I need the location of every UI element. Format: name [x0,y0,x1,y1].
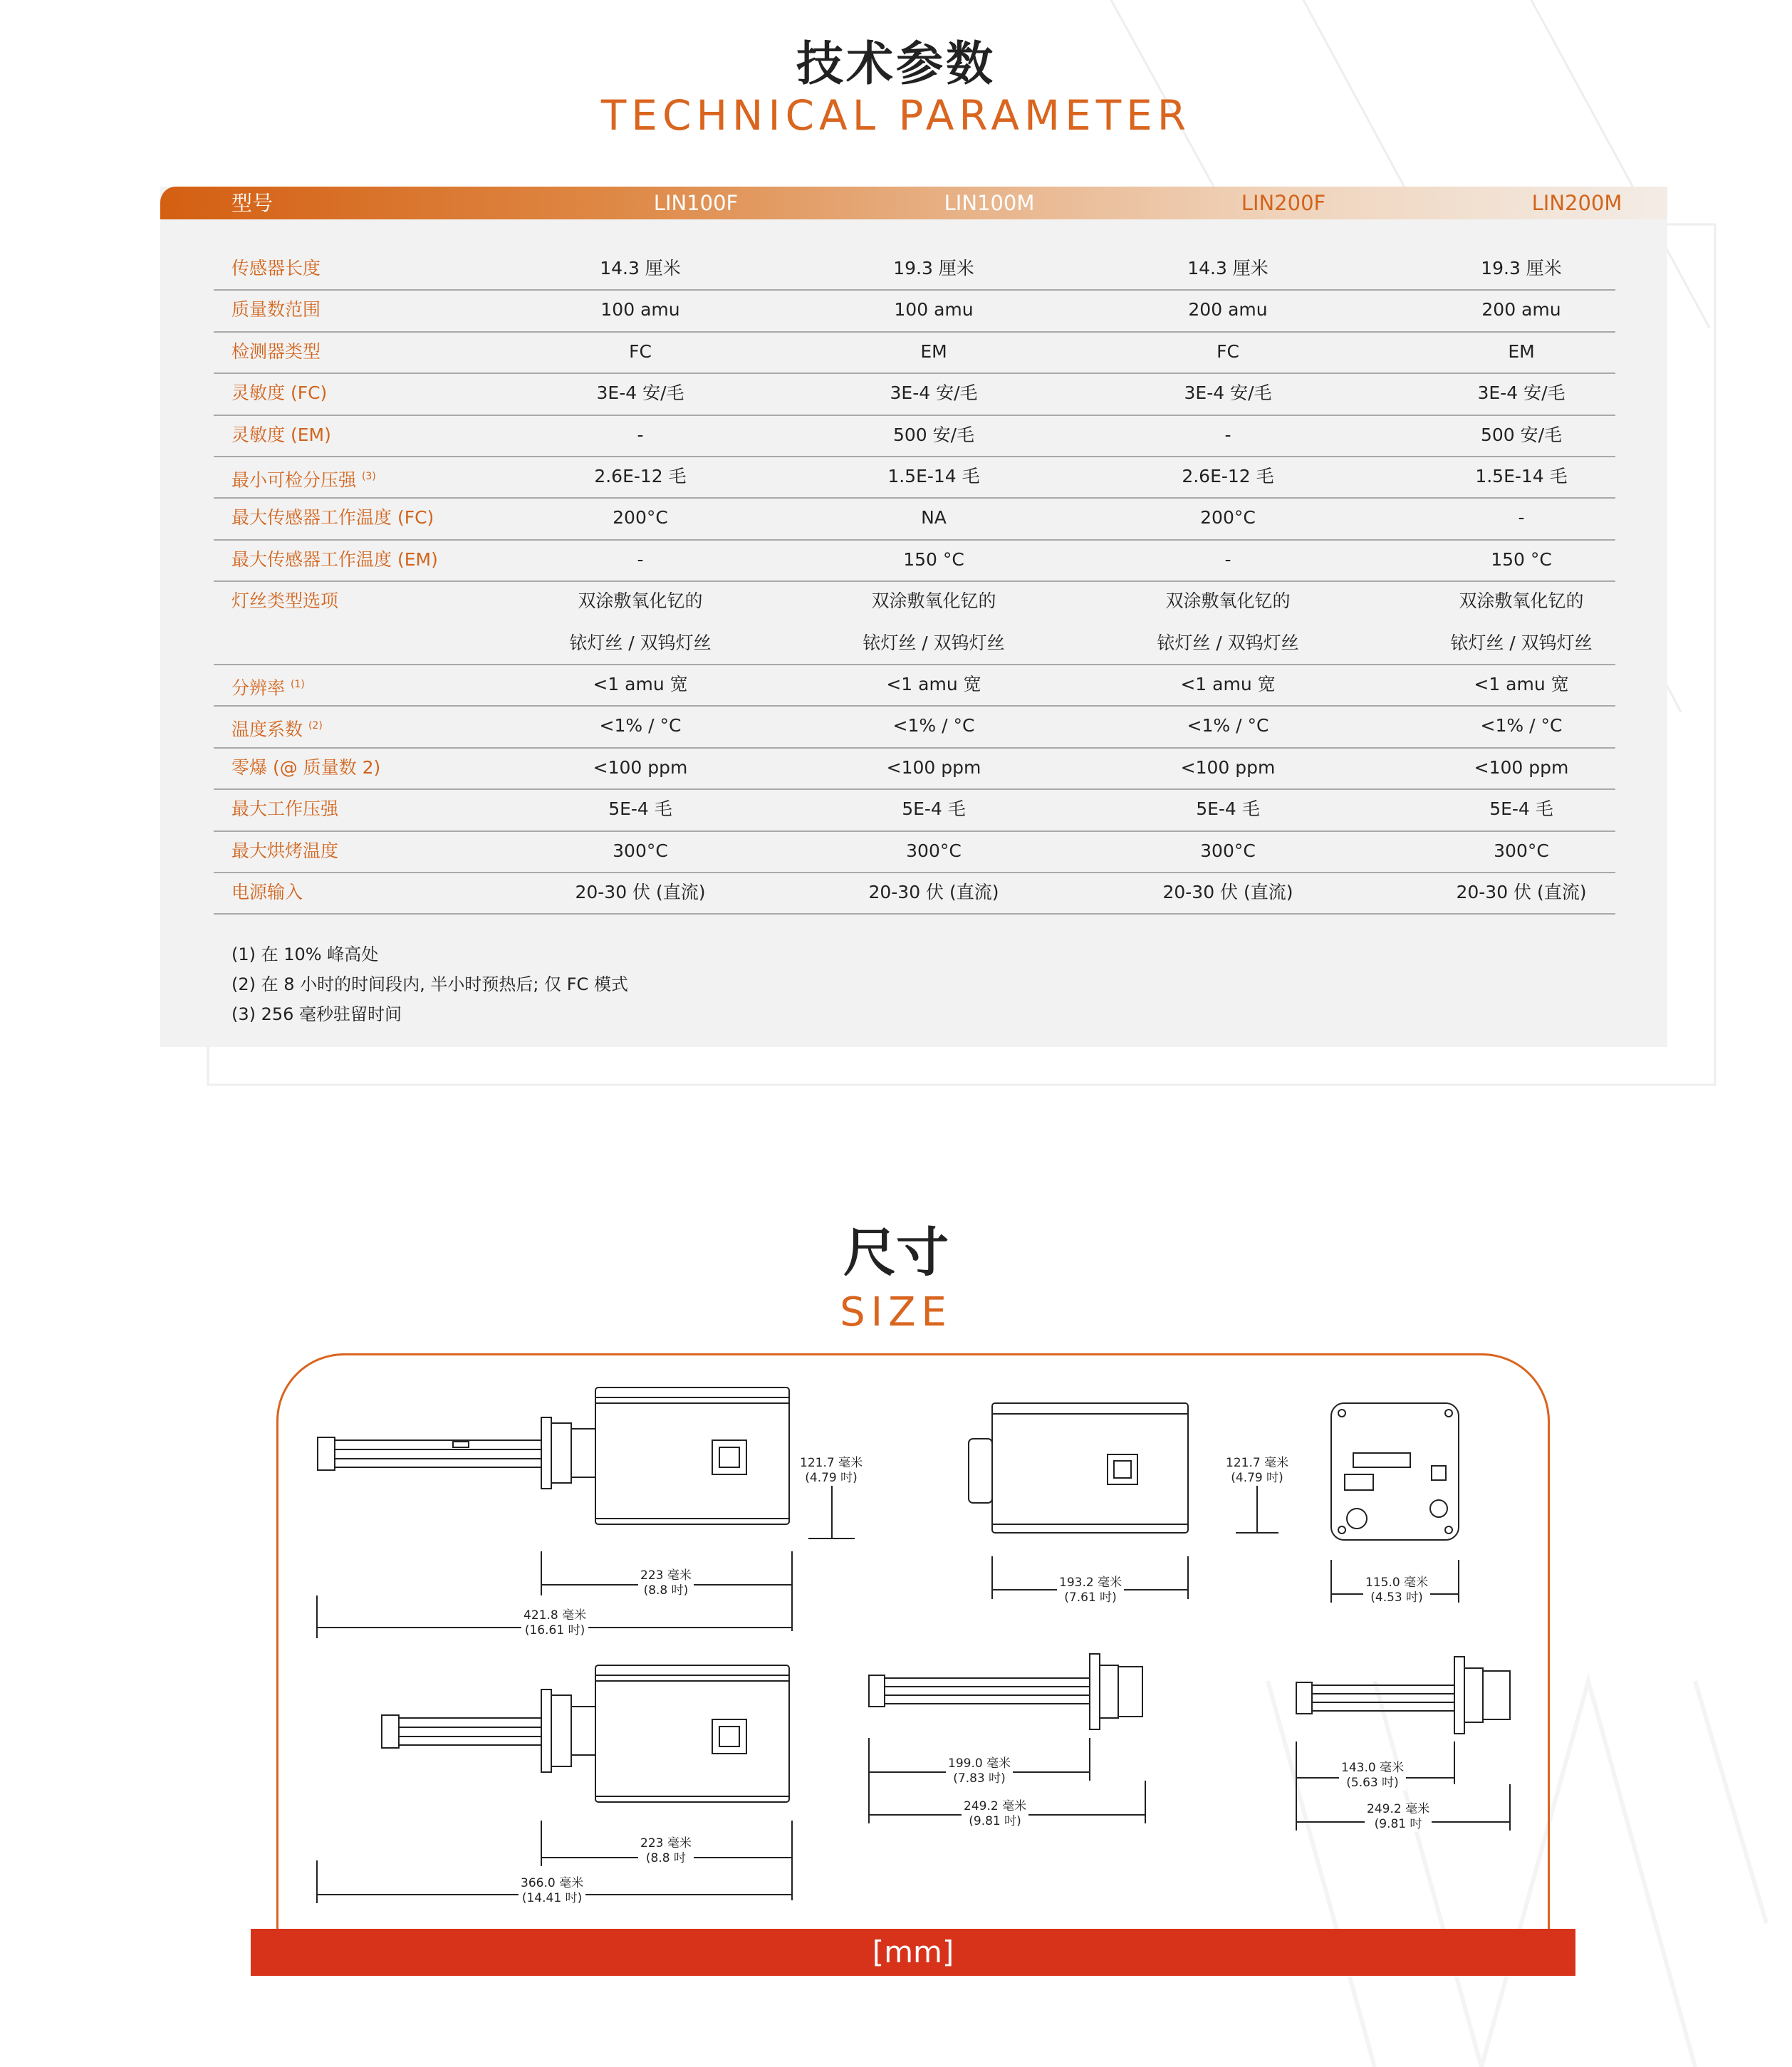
row-value: 5E-4 毛 [1489,798,1553,820]
row-value: 500 安/毛 [892,424,975,445]
row-value: 300°C [613,840,668,861]
header-label: 型号 [231,191,274,215]
row-label: 最大工作压强 [231,798,339,820]
row-value-line2: 铱灯丝 / 双钨灯丝 [1450,632,1593,653]
drawing-probe-long [869,1654,1145,1823]
row-value: <1 amu 宽 [1474,674,1569,694]
dim-total-a: 421.8 毫米 (16.61 吋) [521,1608,588,1638]
dim-probe-short-total: 249.2 毫米 (9.81 吋 [1365,1802,1432,1832]
row-label: 检测器类型 [231,340,321,362]
section-title-cn: 技术参数 [796,36,996,91]
row-value: <100 ppm [886,756,981,778]
row-value: FC [1217,340,1239,362]
row-value: <100 ppm [593,756,688,778]
row-value: 100 amu [894,299,974,321]
drawing-side-short [317,1665,792,1903]
row-value: 19.3 厘米 [1481,258,1562,278]
row-label: 灯丝类型选项 [231,590,339,612]
row-label: 质量数范围 [231,299,321,321]
row-value: <1 amu 宽 [593,674,688,694]
row-value: - [1224,548,1231,570]
row-value: 3E-4 安/毛 [1184,382,1272,404]
row-value: 5E-4 毛 [608,798,672,820]
row-value: <1% / °C [1480,715,1563,736]
footnote-2: (2) 在 8 小时的时间段内, 半小时预热后; 仅 FC 模式 [231,974,628,994]
row-label: 电源输入 [231,882,303,902]
size-title-en: SIZE [840,1289,952,1336]
row-value: 200°C [613,507,668,529]
row-value: EM [920,340,947,362]
dim-height-a: 121.7 毫米 (4.79 吋) [798,1456,865,1486]
row-label: 灵敏度 (EM) [231,424,331,445]
row-value: <1% / °C [892,715,975,736]
footnote-1: (1) 在 10% 峰高处 [231,944,379,964]
row-value: 150 °C [1491,548,1552,570]
dim-total-b: 366.0 毫米 (14.41 吋) [519,1876,585,1906]
drawing-side-body [969,1403,1278,1599]
row-value: 双涂敷氧化钇的 [871,590,996,612]
row-value: FC [629,340,652,362]
header-model-1: LIN100F [653,191,739,215]
row-value: 150 °C [903,548,964,570]
row-value: 20-30 伏 (直流) [575,882,706,902]
row-value: 2.6E-12 毛 [1182,466,1274,486]
row-value: 300°C [1200,840,1256,861]
row-label: 最大烘烤温度 [231,840,339,861]
header-model-4: LIN200M [1531,191,1622,215]
row-value: 3E-4 安/毛 [1477,382,1566,404]
row-label: 最大传感器工作温度 (EM) [231,548,438,570]
row-label: 灵敏度 (FC) [231,382,328,404]
row-value: <100 ppm [1474,756,1569,778]
row-value: - [637,424,644,445]
dim-width-side: 193.2 毫米 (7.61 吋) [1057,1576,1124,1605]
drawing-rear [1331,1403,1459,1603]
row-value: EM [1508,340,1535,362]
row-value: 100 amu [600,299,680,321]
row-value: 1.5E-14 毛 [1475,466,1568,486]
row-value: 300°C [906,840,962,861]
row-value: 双涂敷氧化钇的 [1459,590,1584,612]
row-value: - [637,548,644,570]
dim-width-back: 115.0 毫米 (4.53 吋) [1363,1576,1430,1605]
row-value: 3E-4 安/毛 [890,382,978,404]
row-value: 双涂敷氧化钇的 [578,590,703,612]
row-value-line2: 铱灯丝 / 双钨灯丝 [569,632,712,653]
row-value: 500 安/毛 [1480,424,1563,445]
row-label: 温度系数 $^{(2)}$ [231,719,323,740]
row-value: 14.3 厘米 [600,258,681,278]
row-value: <1% / °C [1187,715,1269,736]
row-value: 5E-4 毛 [1196,798,1260,820]
row-label: 最大传感器工作温度 (FC) [231,507,434,529]
row-value: 14.3 厘米 [1187,258,1269,278]
row-value: 20-30 伏 (直流) [1162,882,1293,902]
dim-probe-long-total: 249.2 毫米 (9.81 吋) [962,1799,1028,1829]
row-label: 分辨率 $^{(1)}$ [231,677,305,699]
dim-body-b: 223 毫米 (8.8 吋 [638,1836,694,1866]
drawing-side-long [317,1387,855,1638]
row-value: 200 amu [1188,299,1268,321]
row-value: 200 amu [1481,299,1561,321]
size-title-cn: 尺寸 [843,1222,949,1284]
unit-bar: [mm] [251,1929,1575,1976]
row-value: 20-30 伏 (直流) [868,882,999,902]
row-value: 1.5E-14 毛 [887,466,980,486]
row-label: 最小可检分压强 $^{(3)}$ [231,469,376,491]
dim-height-b: 121.7 毫米 (4.79 吋) [1224,1456,1291,1486]
row-value: 双涂敷氧化钇的 [1165,590,1291,612]
section-title-en: TECHNICAL PARAMETER [600,91,1192,140]
footnote-3: (3) 256 毫秒驻留时间 [231,1004,402,1024]
dim-probe-long: 199.0 毫米 (7.83 吋) [946,1756,1013,1786]
row-value: 19.3 厘米 [893,258,974,278]
row-value: 2.6E-12 毛 [594,466,687,486]
row-value-line2: 铱灯丝 / 双钨灯丝 [863,632,1005,653]
row-value: NA [921,507,947,529]
row-value: <100 ppm [1180,756,1276,778]
row-value: - [1518,507,1525,529]
row-value: <1% / °C [599,715,682,736]
header-model-3: LIN200F [1241,191,1326,215]
row-value: - [1224,424,1231,445]
row-value: 5E-4 毛 [902,798,966,820]
row-value: 300°C [1494,840,1549,861]
row-value: 3E-4 安/毛 [596,382,684,404]
row-label: 传感器长度 [231,258,321,278]
row-value: <1 amu 宽 [1180,674,1276,694]
row-label: 零爆 (@ 质量数 2) [231,756,381,778]
row-value: 20-30 伏 (直流) [1456,882,1587,902]
row-value: 200°C [1200,507,1256,529]
dim-body-a: 223 毫米 (8.8 吋) [638,1568,694,1598]
header-model-2: LIN100M [944,191,1035,215]
row-value: <1 amu 宽 [886,674,981,694]
row-value-line2: 铱灯丝 / 双钨灯丝 [1157,632,1299,653]
dim-probe-short: 143.0 毫米 (5.63 吋) [1339,1761,1406,1791]
